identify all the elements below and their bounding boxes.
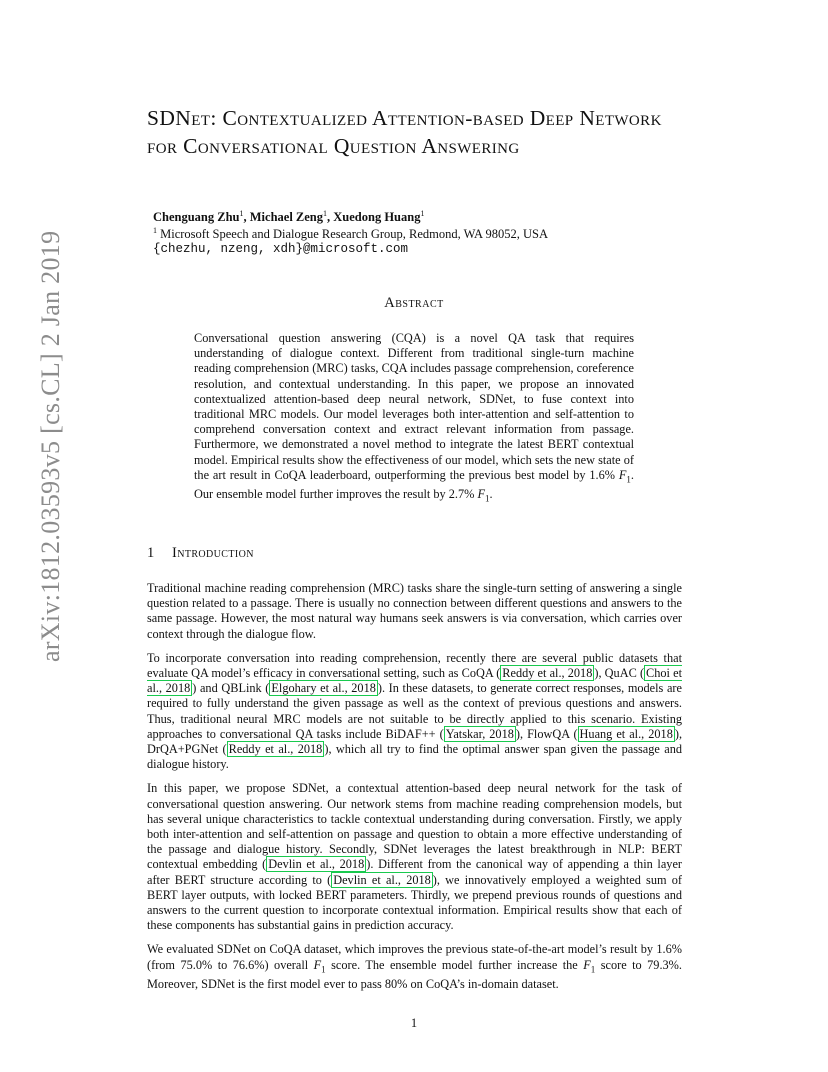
author-name: Michael Zeng (249, 210, 324, 225)
page-number: 1 (410, 1016, 418, 1030)
abstract-text: Conversational question answering (CQA) is a novel QA task that requires understanding of dialogue context. Different from traditional single-turn machine reading comprehension (MRC) tasks, CQA includes passage comprehension, coreference resolution, and contextual understanding. In this paper, we propose an innovated contextualized attention-based deep neural network, SDNet, to fuse context into traditional MRC models. Our model leverages both inter-attention and self-attention to comprehend conversation context and extract relevant information from passage. Furthermore, we demonstrated a novel method to integrate the latest BERT contextual model. Empirical results show the effectiveness of our model, which sets the new state of the art result in CoQA leaderboard, outperforming the previous best model by 1.6% (194, 331, 634, 482)
citation-link[interactable]: Choi et al., 2018 (147, 666, 682, 696)
citation-link[interactable]: Reddy et al., 2018 (228, 742, 323, 757)
abstract-text: . (489, 487, 493, 502)
author-name: Xuedong Huang (333, 210, 421, 225)
affiliation (153, 226, 548, 242)
citation-link[interactable]: Reddy et al., 2018 (502, 666, 593, 681)
paragraph: Traditional machine reading comprehension (MRC) tasks share the single-turn setting of answering a single question related to a passage. There is usually no connection between different questions and answers to the same passage. However, the most natural way humans seek answers is via conversation, which carries over context through the dialogue flow. (147, 581, 682, 641)
intro-body (147, 581, 682, 993)
arxiv-stamp: arXiv:1812.03593v5 [cs.CL] 2 Jan 2019 (36, 230, 65, 662)
citation-link[interactable]: Huang et al., 2018 (579, 726, 673, 741)
citation-link[interactable]: Devlin et al., 2018 (333, 872, 431, 887)
affiliation-marker: 1 (420, 209, 425, 218)
citation-link[interactable]: Devlin et al., 2018 (268, 857, 365, 872)
affiliation-marker: 1 (153, 226, 157, 235)
abstract-body (194, 331, 634, 507)
author-name: Chenguang Zhu (153, 210, 240, 225)
f1-math: $F_1$ (477, 487, 490, 504)
f1-math: $F_1$ (313, 957, 326, 975)
paragraph: We evaluated SDNet on CoQA dataset, which improves the previous state-of-the-art model’s result by 1.6% (from 75.0% to 76.6%) overall $F_1$ score. The ensemble model further increase the $F_1$ score to 79.3%. Moreover, SDNet is the first model ever to pass 80% on CoQA’s in-domain dataset. (147, 942, 682, 992)
f1-math: $F_1$ (583, 957, 596, 975)
author-list: Chenguang Zhu$^1$, Michael Zeng$^1$, Xuedong Huang$^1$ (153, 209, 425, 225)
paragraph: In this paper, we propose SDNet, a contextual attention-based deep neural network for the task of conversational question answering. Our network stems from machine reading comprehension models, but has several unique characteristics to tackle contextual understanding during conversation. Firstly, we apply both inter-attention and self-attention on passage and question to obtain a more effective understanding of the passage and dialogue history. Secondly, SDNet leverages the latest breakthrough in NLP: BERT contextual embedding ( Devlin et al., 2018 ). Different from the canonical way of appending a thin layer after BERT structure according to ( Devlin et al., 2018 ), we innovatively employed a weighted sum of BERT layer outputs, with locked BERT parameters. Thirdly, we prepend previous rounds of questions and answers to the current question to incorporate contextual information. Empirical results show that each of these components has substantial gains in prediction accuracy. (147, 781, 683, 933)
citation-link[interactable]: Yatskar, 2018 (445, 726, 514, 741)
section-title: Introduction (172, 545, 254, 561)
abstract-heading: Abstract (384, 295, 444, 311)
abstract-text: . Our ensemble model further improves the result by 2.7% (194, 467, 634, 502)
author-emails: {chezhu, nzeng, xdh}@microsoft.com (153, 242, 409, 256)
paragraph: To incorporate conversation into reading comprehension, recently there are several public datasets that evaluate QA model’s efficacy in conversational setting, such as CoQA ( Reddy et al., 2018 ), QuAC ( Choi et al., 2018 ) and QBLink ( Elgohary et al., 2018 ). In these datasets, to generate correct responses, models are required to fully understand the given passage as well as the context of previous questions and answers. Thus, traditional neural MRC models are not suitable to be directly applied to this scenario. Existing approaches to conversational QA tasks include BiDAF++ ( Yatskar, 2018 ), FlowQA ( Huang et al., 2018 ), DrQA+PGNet ( Reddy et al., 2018 ), which all try to find the optimal answer span given the passage and dialogue history. (147, 650, 683, 772)
paper-title: SDNet: Contextualized Attention-based Deep Network for Conversational Question Answering (147, 106, 662, 158)
affiliation-marker: 1 (323, 209, 328, 218)
affiliation-marker: 1 (239, 209, 244, 218)
f1-math: $F_1$ (618, 467, 631, 485)
section-heading (147, 545, 254, 562)
section-number: 1 (147, 545, 155, 561)
affiliation-text: Microsoft Speech and Dialogue Research Group, Redmond, WA 98052, USA (160, 227, 549, 242)
citation-link[interactable]: Elgohary et al., 2018 (271, 681, 376, 696)
